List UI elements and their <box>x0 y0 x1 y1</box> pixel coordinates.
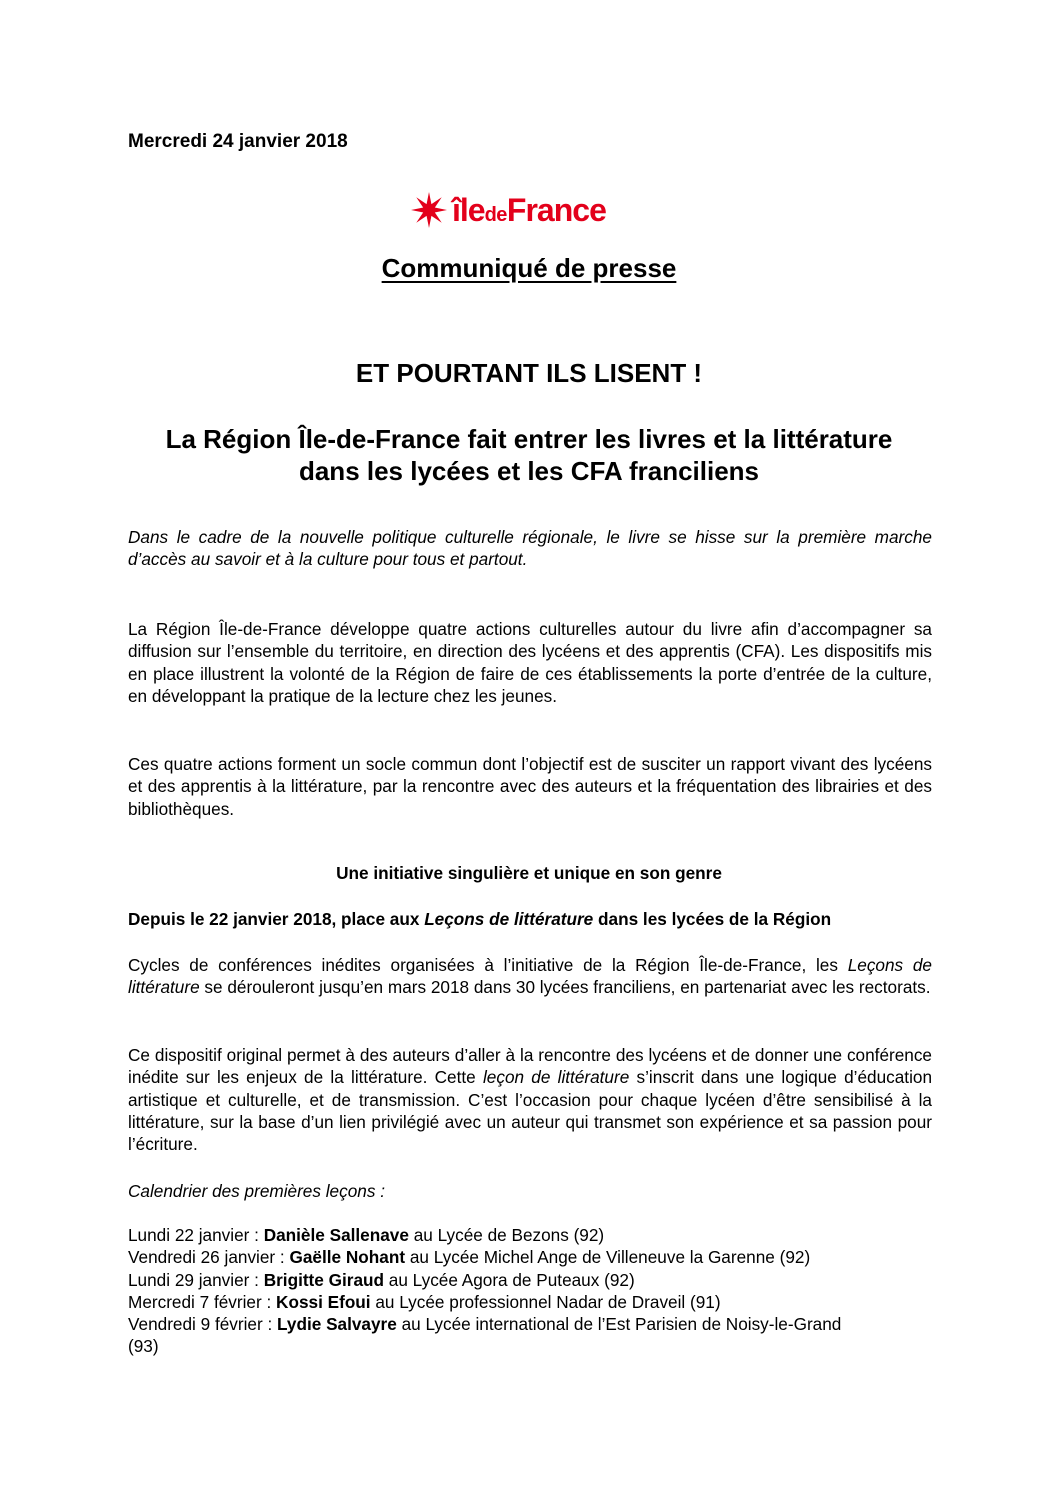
calendar-day: Lundi 29 janvier : <box>128 1269 264 1290</box>
calendar-item <box>128 1291 948 1313</box>
release-date: Mercredi 24 janvier 2018 <box>128 131 348 152</box>
calendar-place: au Lycée de Bezons (92) <box>408 1225 605 1245</box>
lecons-heading-italic: Leçons de littérature <box>424 909 594 929</box>
paragraph-1: La Région Île-de-France développe quatre actions culturelles autour du livre afin d’accompagner sa diffusion sur l’ensemble du territoire, en direction des lycéens et des apprentis (CFA). Les dispositifs mis en place illustrent la volonté de la Région de faire de ces établissements la porte d’entrée de la culture, en développant la pratique de la lecture chez les jeunes. <box>128 619 932 706</box>
paragraph-4-part-2: s’inscrit dans une logique d’éducation artistique et culturelle, et de transmission. C’est l’occasion pour chaque lycéen d’être sensibilisé à la littérature, sur la base d’un lien privilégié avec un auteur qui transmet son expérience et sa passion pour l’écriture. <box>128 1067 933 1155</box>
logo-part-de: de <box>484 203 507 226</box>
calendar-item <box>128 1313 948 1335</box>
section-title: Une initiative singulière et unique en son genre <box>336 863 722 883</box>
subheadline <box>100 423 958 487</box>
lecons-heading-part-1: Depuis le 22 janvier 2018, place aux <box>128 909 425 929</box>
document-type-text: Communiqué de presse <box>381 253 677 283</box>
calendar-place: au Lycée Michel Ange de Villeneuve la Garenne (92) <box>405 1247 811 1268</box>
calendar-title: Calendrier des premières leçons : <box>128 1181 385 1201</box>
calendar-author: Lydie Salvayre <box>277 1314 397 1335</box>
calendar-place: au Lycée Agora de Puteaux (92) <box>384 1269 635 1290</box>
paragraph-3-part-1: Cycles de conférences inédites organisées à l’initiative de la Région Île-de-France, les <box>128 955 848 975</box>
calendar-day: Lundi 22 janvier : <box>128 1225 264 1245</box>
calendar-day: Vendredi 26 janvier : <box>128 1247 290 1268</box>
subheadline-line-2: dans les lycées et les CFA franciliens <box>298 456 760 486</box>
calendar-list <box>128 1224 948 1358</box>
paragraph-4-italic: leçon de littérature <box>482 1067 630 1088</box>
calendar-item-continuation: (93) <box>128 1336 159 1357</box>
calendar-author: Gaëlle Nohant <box>289 1247 406 1268</box>
document-type-title <box>0 253 1058 284</box>
subheadline-line-1: La Région Île-de-France fait entrer les livres et la littérature <box>165 424 893 454</box>
logo-part-france: France <box>506 191 606 228</box>
calendar-author: Brigitte Giraud <box>263 1269 385 1290</box>
calendar-place: au Lycée professionnel Nadar de Draveil (91) <box>370 1291 721 1312</box>
intro-paragraph: Dans le cadre de la nouvelle politique culturelle régionale, le livre se hisse sur la première marche d’accès au savoir et à la culture pour tous et partout. <box>128 527 932 570</box>
paragraph-3-italic: Leçons de littérature <box>128 955 932 998</box>
paragraph-2: Ces quatre actions forment un socle commun dont l’objectif est de susciter un rapport vivant des lycéens et des apprentis à la littérature, par la rencontre avec des auteurs et la fréquentation des librairies et des bibliothèques. <box>128 754 932 819</box>
calendar-item <box>128 1246 948 1268</box>
calendar-item <box>128 1224 948 1246</box>
lecons-heading-part-2: dans les lycées de la Région <box>593 909 832 929</box>
logo-part-ile: île <box>452 191 485 228</box>
calendar-author: Danièle Sallenave <box>263 1225 409 1245</box>
paragraph-3 <box>128 954 932 999</box>
logo-wordmark <box>452 192 606 229</box>
lecons-heading <box>128 909 948 930</box>
calendar-place: au Lycée international de l’Est Parisien de Noisy-le-Grand <box>396 1314 842 1335</box>
star-icon <box>410 191 448 229</box>
calendar-author: Kossi Efoui <box>276 1291 371 1312</box>
iledefrance-logo <box>410 188 606 232</box>
paragraph-3-part-2: se dérouleront jusqu’en mars 2018 dans 30 lycées franciliens, en partenariat avec les rectorats. <box>199 977 931 998</box>
calendar-item <box>128 1269 948 1291</box>
calendar-day: Mercredi 7 février : <box>128 1291 277 1312</box>
paragraph-4 <box>128 1044 932 1155</box>
headline: ET POURTANT ILS LISENT ! <box>355 358 703 388</box>
calendar-day: Vendredi 9 février : <box>128 1314 278 1335</box>
paragraph-4-part-1: Ce dispositif original permet à des auteurs d’aller à la rencontre des lycéens et de donner une conférence inédite sur les enjeux de la littérature. Cette <box>128 1045 932 1088</box>
